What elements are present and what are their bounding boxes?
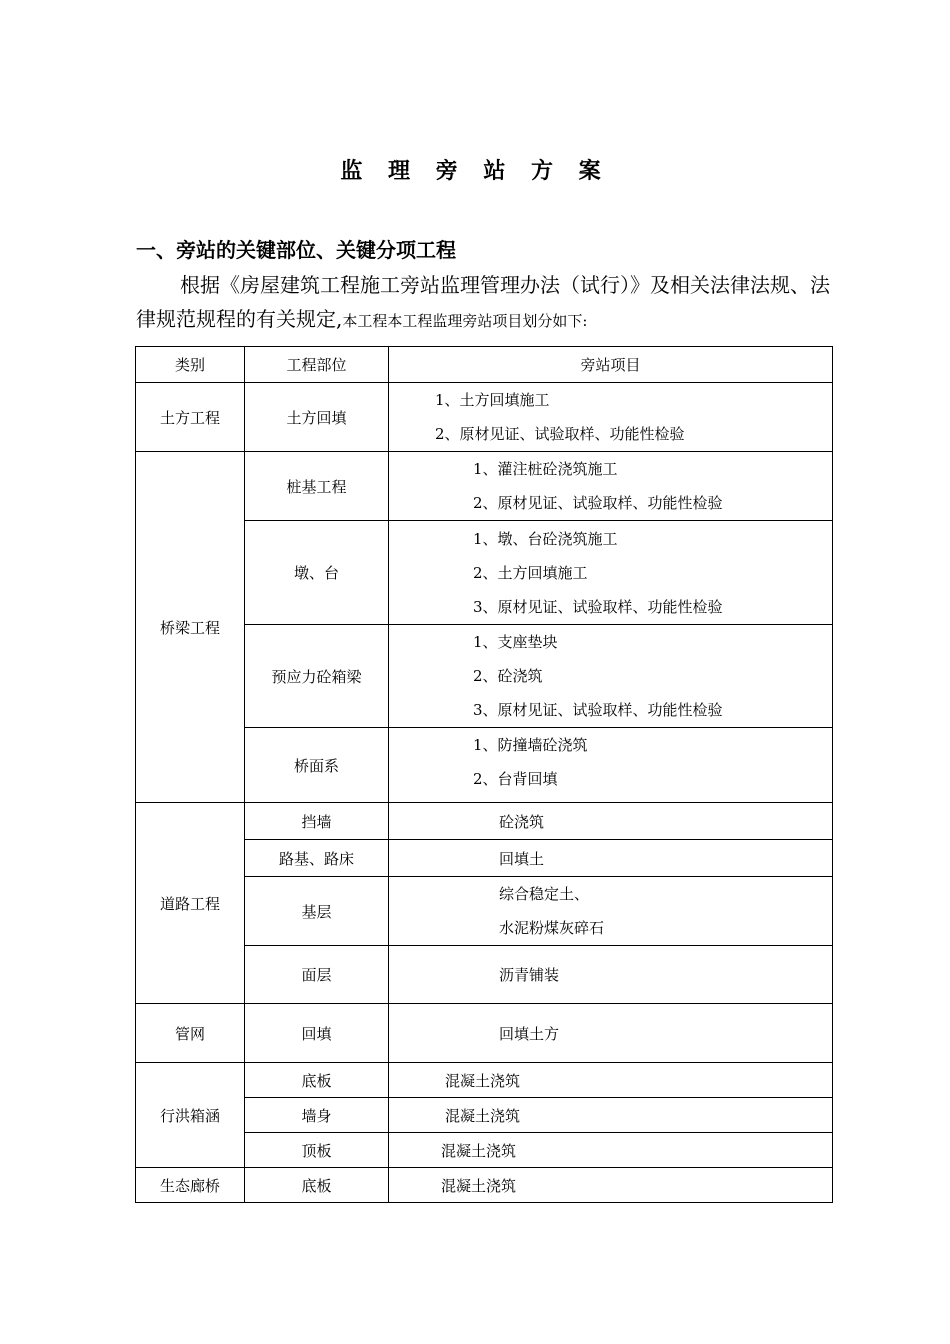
items-cell bbox=[389, 383, 833, 452]
section-heading: 一、旁站的关键部位、关键分项工程 bbox=[136, 238, 456, 262]
document-title: 监 理 旁 站 方 案 bbox=[340, 159, 610, 184]
table-row bbox=[136, 1063, 833, 1098]
category-cell: 生态廊桥 bbox=[136, 1168, 245, 1203]
intro-text-main: 根据《房屋建筑工程施工旁站监理管理办法（试行）》及相关法律法规、法律规范规程的有关规定, bbox=[136, 273, 830, 331]
items-cell: 混凝土浇筑 bbox=[389, 1168, 833, 1203]
part-cell: 墙身 bbox=[245, 1098, 389, 1133]
part-cell: 桥面系 bbox=[245, 728, 389, 803]
part-cell: 挡墙 bbox=[245, 803, 389, 840]
part-cell: 顶板 bbox=[245, 1133, 389, 1168]
item-text: 3、原材见证、试验取样、功能性检验 bbox=[473, 597, 723, 616]
table-row bbox=[136, 1168, 833, 1203]
item-text: 1、支座垫块 bbox=[473, 633, 558, 651]
header-items: 旁站项目 bbox=[389, 347, 833, 383]
item-text: 1、灌注桩砼浇筑施工 bbox=[473, 460, 618, 478]
table-row bbox=[136, 452, 833, 521]
items-cell: 沥青铺装 bbox=[389, 946, 833, 1004]
header-category: 类别 bbox=[136, 347, 245, 383]
category-cell: 桥梁工程 bbox=[136, 452, 245, 803]
category-cell: 道路工程 bbox=[136, 803, 245, 1004]
item-text: 水泥粉煤灰碎石 bbox=[499, 919, 605, 937]
part-cell: 面层 bbox=[245, 946, 389, 1004]
category-cell: 土方工程 bbox=[136, 383, 245, 452]
items-cell: 混凝土浇筑 bbox=[389, 1133, 833, 1168]
part-cell: 桩基工程 bbox=[245, 452, 389, 521]
part-cell: 底板 bbox=[245, 1063, 389, 1098]
table-row bbox=[136, 1004, 833, 1063]
items-cell bbox=[389, 728, 833, 803]
item-text: 2、台背回填 bbox=[473, 770, 558, 788]
items-cell: 混凝土浇筑 bbox=[389, 1063, 833, 1098]
part-cell: 基层 bbox=[245, 877, 389, 946]
items-cell: 回填土方 bbox=[389, 1004, 833, 1063]
items-cell bbox=[389, 452, 833, 521]
intro-paragraph bbox=[136, 268, 836, 338]
item-text: 2、原材见证、试验取样、功能性检验 bbox=[435, 425, 685, 443]
table-row bbox=[136, 803, 833, 840]
items-cell bbox=[389, 521, 833, 625]
items-cell bbox=[389, 625, 833, 728]
part-cell: 底板 bbox=[245, 1168, 389, 1203]
item-text: 综合稳定土、 bbox=[499, 885, 590, 903]
table-header-row bbox=[136, 347, 833, 383]
part-cell: 回填 bbox=[245, 1004, 389, 1063]
part-cell: 墩、台 bbox=[245, 521, 389, 625]
part-cell: 预应力砼箱梁 bbox=[245, 625, 389, 728]
item-text: 2、土方回填施工 bbox=[473, 563, 588, 582]
item-text: 1、防撞墙砼浇筑 bbox=[473, 736, 588, 754]
item-text: 1、墩、台砼浇筑施工 bbox=[473, 529, 618, 548]
table-row bbox=[136, 383, 833, 452]
part-cell: 土方回填 bbox=[245, 383, 389, 452]
items-cell: 混凝土浇筑 bbox=[389, 1098, 833, 1133]
item-text: 2、砼浇筑 bbox=[473, 667, 543, 685]
item-text: 3、原材见证、试验取样、功能性检验 bbox=[473, 701, 723, 719]
item-text: 2、原材见证、试验取样、功能性检验 bbox=[473, 494, 723, 512]
items-cell: 砼浇筑 bbox=[389, 803, 833, 840]
supervision-table bbox=[135, 346, 833, 1203]
items-cell bbox=[389, 877, 833, 946]
item-text: 1、土方回填施工 bbox=[435, 391, 550, 409]
category-cell: 行洪箱涵 bbox=[136, 1063, 245, 1168]
part-cell: 路基、路床 bbox=[245, 840, 389, 877]
items-cell: 回填土 bbox=[389, 840, 833, 877]
category-cell: 管网 bbox=[136, 1004, 245, 1063]
intro-text-small: 本工程本工程监理旁站项目划分如下: bbox=[342, 312, 588, 330]
header-part: 工程部位 bbox=[245, 347, 389, 383]
